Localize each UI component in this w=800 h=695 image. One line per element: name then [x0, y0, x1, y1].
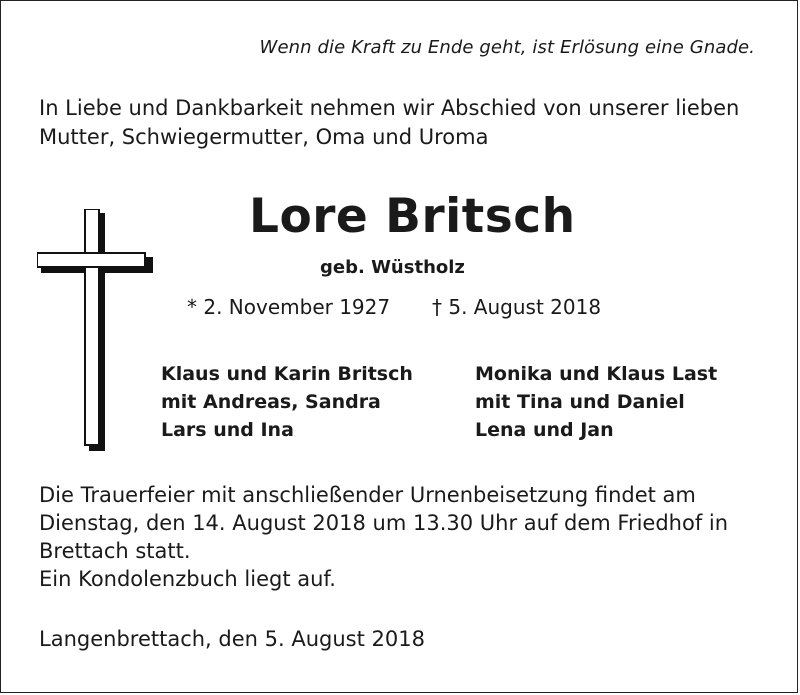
family-left [161, 360, 413, 444]
family-line: Klaus und Karin Britsch [161, 363, 413, 385]
intro-line: Mutter, Schwiegermutter, Oma und Uroma [39, 125, 489, 149]
intro-line: In Liebe und Dankbarkeit nehmen wir Abschied von unserer lieben [39, 96, 740, 120]
family-line: mit Andreas, Sandra [161, 391, 381, 413]
family-line: Lars und Ina [161, 419, 294, 441]
family-line: Monika und Klaus Last [475, 363, 718, 385]
service-line: Die Trauerfeier mit anschließender Urnenbeisetzung findet am [39, 483, 696, 507]
family-line: Lena und Jan [475, 419, 614, 441]
family-line: mit Tina und Daniel [475, 391, 685, 413]
deceased-name: Lore Britsch [249, 189, 576, 244]
service-line: Dienstag, den 14. August 2018 um 13.30 Uhr auf dem Friedhof in [39, 511, 729, 535]
maiden-name: geb. Wüstholz [320, 257, 465, 278]
cross-icon [37, 209, 153, 451]
place-and-date: Langenbrettach, den 5. August 2018 [39, 627, 425, 651]
motto: Wenn die Kraft zu Ende geht, ist Erlösung eine Gnade. [259, 37, 755, 58]
service-line: Brettach statt. [39, 539, 191, 563]
death-date: † 5. August 2018 [432, 295, 602, 319]
service-info [39, 481, 769, 593]
condolence-line: Ein Kondolenzbuch liegt auf. [39, 567, 336, 591]
family-right [475, 360, 717, 444]
birth-date: * 2. November 1927 [187, 295, 391, 319]
intro-text [39, 94, 769, 152]
